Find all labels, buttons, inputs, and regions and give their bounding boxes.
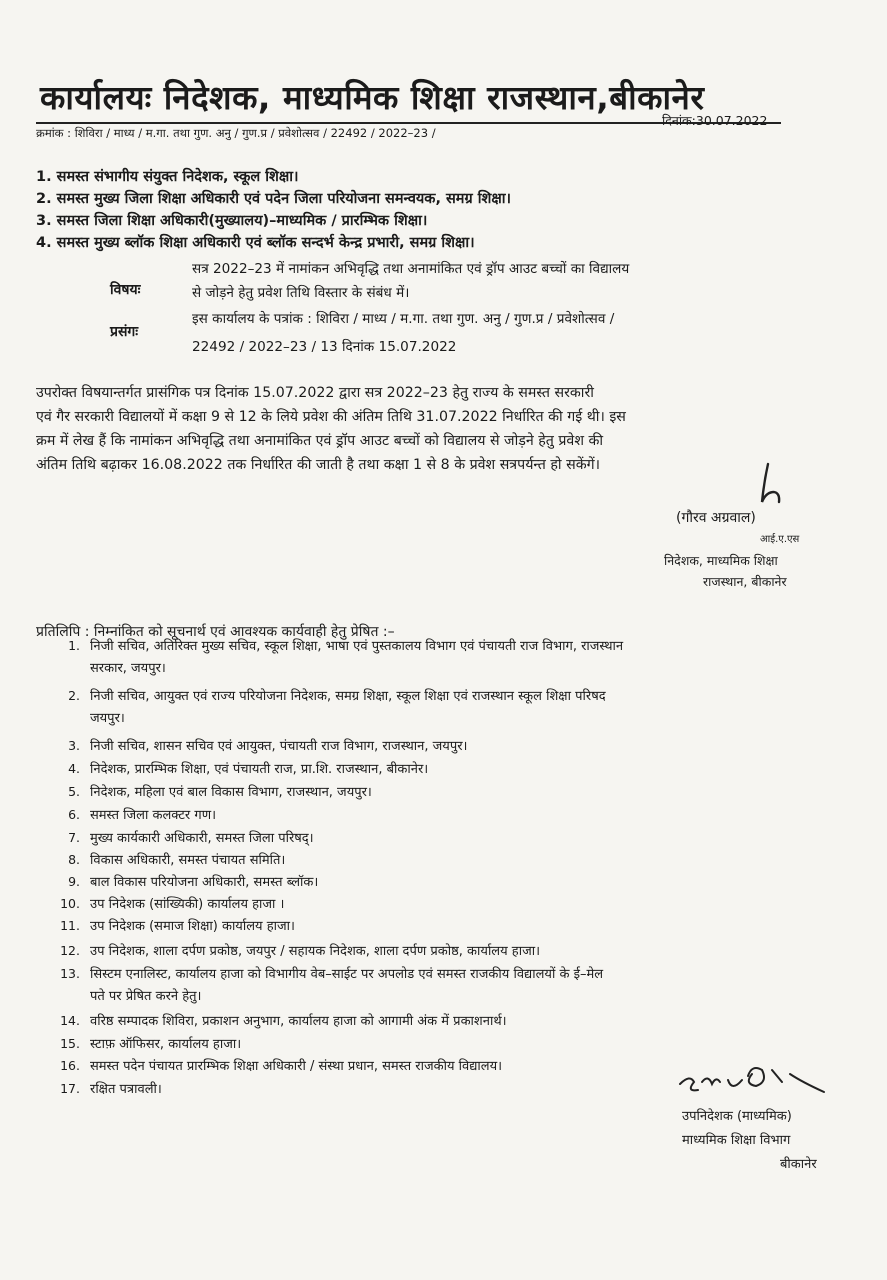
director-signature <box>752 462 792 506</box>
copy-to-item-text: निजी सचिव, शासन सचिव एवं आयुक्त, पंचायती राज विभाग, राजस्थान, जयपुर। <box>90 739 468 754</box>
copy-to-item-number: 1. <box>68 638 80 653</box>
copy-to-item-number: 5. <box>68 784 80 799</box>
copy-to-item-number: 17. <box>60 1081 80 1096</box>
copy-to-item-number: 9. <box>68 874 80 889</box>
office-title: कार्यालयः निदेशक, माध्यमिक शिक्षा राजस्थान,बीकानेर <box>40 78 705 117</box>
body-line: एवं गैर सरकारी विद्यालयों में कक्षा 9 से 12 के लिये प्रवेश की अंतिम तिथि 31.07.2022 निर्धारित की गई थी। इस <box>36 409 626 425</box>
body-line: अंतिम तिथि बढ़ाकर 16.08.2022 तक निर्धारित की जाती है तथा कक्षा 1 से 8 के प्रवेश सत्रपर्यन्त हो सकेंगें। <box>36 457 600 473</box>
footer-place: बीकानेर <box>780 1157 817 1172</box>
copy-to-item-number: 14. <box>60 1013 80 1028</box>
copy-to-item-number: 7. <box>68 830 80 845</box>
addressee-line: 1. समस्त संभागीय संयुक्त निदेशक, स्कूल शिक्षा। <box>36 169 299 185</box>
body-line: क्रम में लेख हैं कि नामांकन अभिवृद्धि तथा अनामांकित एवं ड्रॉप आउट बच्चों को विद्यालय से जोड़ने हेतु प्रवेश की <box>36 433 604 449</box>
copy-to-item-text: बाल विकास परियोजना अधिकारी, समस्त ब्लॉक। <box>90 875 319 890</box>
deputy-director-signature <box>672 1052 832 1102</box>
reference-line: इस कार्यालय के पत्रांक : शिविरा / माध्य / म.गा. तथा गुण. अनु / गुण.प्र / प्रवेशोत्सव / <box>192 311 615 327</box>
copy-to-item-text: रक्षित पत्रावली। <box>90 1082 162 1097</box>
copy-to-item-text: निजी सचिव, अतिरिक्त मुख्य सचिव, स्कूल शिक्षा, भाषा एवं पुस्तकालय विभाग एवं पंचायती राज विभाग, राजस्थान <box>90 639 624 654</box>
copy-to-heading: प्रतिलिपि : निम्नांकित को सूचनार्थ एवं आवश्यक कार्यवाही हेतु प्रेषित :– <box>36 624 395 640</box>
signatory-name: (गौरव अग्रवाल) <box>676 510 756 526</box>
reference-line: 22492 / 2022–23 / 13 दिनांक 15.07.2022 <box>192 339 457 355</box>
copy-to-item-text: उप निदेशक (सांख्यिकी) कार्यालय हाजा । <box>90 897 285 912</box>
copy-to-item-text: उप निदेशक (समाज शिक्षा) कार्यालय हाजा। <box>90 919 295 934</box>
copy-to-item-number: 2. <box>68 688 80 703</box>
copy-to-item-text: सरकार, जयपुर। <box>90 661 166 676</box>
copy-to-item-number: 11. <box>60 918 80 933</box>
footer-designation: उपनिदेशक (माध्यमिक) <box>682 1109 792 1124</box>
copy-to-item-number: 12. <box>60 943 80 958</box>
addressee-line: 4. समस्त मुख्य ब्लॉक शिक्षा अधिकारी एवं ब्लॉक सन्दर्भ केन्द्र प्रभारी, समग्र शिक्षा। <box>36 235 475 251</box>
signatory-designation: निदेशक, माध्यमिक शिक्षा <box>664 553 778 568</box>
copy-to-item-text: निदेशक, प्रारम्भिक शिक्षा, एवं पंचायती राज, प्रा.शि. राजस्थान, बीकानेर। <box>90 762 429 777</box>
copy-to-item-text: जयपुर। <box>90 711 125 726</box>
reference-number: क्रमांक : शिविरा / माध्य / म.गा. तथा गुण. अनु / गुण.प्र / प्रवेशोत्सव / 22492 / 2022–23 / <box>36 126 436 140</box>
copy-to-item-text: समस्त पदेन पंचायत प्रारम्भिक शिक्षा अधिकारी / संस्था प्रधान, समस्त राजकीय विद्यालय। <box>90 1059 503 1074</box>
letter-date: दिनांक:30.07.2022 <box>662 113 768 128</box>
addressee-line: 3. समस्त जिला शिक्षा अधिकारी(मुख्यालय)–माध्यमिक / प्रारम्भिक शिक्षा। <box>36 213 428 229</box>
copy-to-item-text: उप निदेशक, शाला दर्पण प्रकोष्ठ, जयपुर / सहायक निदेशक, शाला दर्पण प्रकोष्ठ, कार्यालय हाजा। <box>90 944 541 959</box>
subject-line: सत्र 2022–23 में नामांकन अभिवृद्धि तथा अनामांकित एवं ड्रॉप आउट बच्चों का विद्यालय <box>192 261 630 277</box>
copy-to-item-text: पते पर प्रेषित करने हेतु। <box>90 989 202 1004</box>
copy-to-item-number: 4. <box>68 761 80 776</box>
signatory-service: आई.ए.एस <box>760 534 800 545</box>
copy-to-item-text: वरिष्ठ सम्पादक शिविरा, प्रकाशन अनुभाग, कार्यालय हाजा को आगामी अंक में प्रकाशनार्थ। <box>90 1014 507 1029</box>
addressee-line: 2. समस्त मुख्य जिला शिक्षा अधिकारी एवं पदेन जिला परियोजना समन्वयक, समग्र शिक्षा। <box>36 191 511 207</box>
copy-to-item-number: 10. <box>60 896 80 911</box>
subject-label: विषयः <box>110 282 141 298</box>
copy-to-item-number: 8. <box>68 852 80 867</box>
footer-department: माध्यमिक शिक्षा विभाग <box>682 1133 791 1148</box>
copy-to-item-text: निजी सचिव, आयुक्त एवं राज्य परियोजना निदेशक, समग्र शिक्षा, स्कूल शिक्षा एवं राजस्थान स्कूल शिक्षा परिषद <box>90 689 606 704</box>
copy-to-item-text: मुख्य कार्यकारी अधिकारी, समस्त जिला परिषद्। <box>90 831 314 846</box>
signatory-place: राजस्थान, बीकानेर <box>703 574 787 589</box>
copy-to-item-text: स्टाफ़ ऑफिसर, कार्यालय हाजा। <box>90 1037 242 1052</box>
copy-to-item-number: 16. <box>60 1058 80 1073</box>
copy-to-item-text: सिस्टम एनालिस्ट, कार्यालय हाजा को विभागीय वेब–साईट पर अपलोड एवं समस्त राजकीय विद्यालयों के ई–मेल <box>90 967 604 982</box>
body-line: उपरोक्त विषयान्तर्गत प्रासंगिक पत्र दिनांक 15.07.2022 द्वारा सत्र 2022–23 हेतु राज्य के समस्त सरकारी <box>36 385 594 401</box>
copy-to-item-text: विकास अधिकारी, समस्त पंचायत समिति। <box>90 853 286 868</box>
copy-to-item-number: 13. <box>60 966 80 981</box>
copy-to-item-text: निदेशक, महिला एवं बाल विकास विभाग, राजस्थान, जयपुर। <box>90 785 372 800</box>
subject-line: से जोड़ने हेतु प्रवेश तिथि विस्तार के संबंध में। <box>192 285 410 301</box>
reference-label: प्रसंगः <box>110 324 139 340</box>
copy-to-item-number: 3. <box>68 738 80 753</box>
copy-to-item-number: 15. <box>60 1036 80 1051</box>
copy-to-item-text: समस्त जिला कलक्टर गण। <box>90 808 217 823</box>
copy-to-item-number: 6. <box>68 807 80 822</box>
